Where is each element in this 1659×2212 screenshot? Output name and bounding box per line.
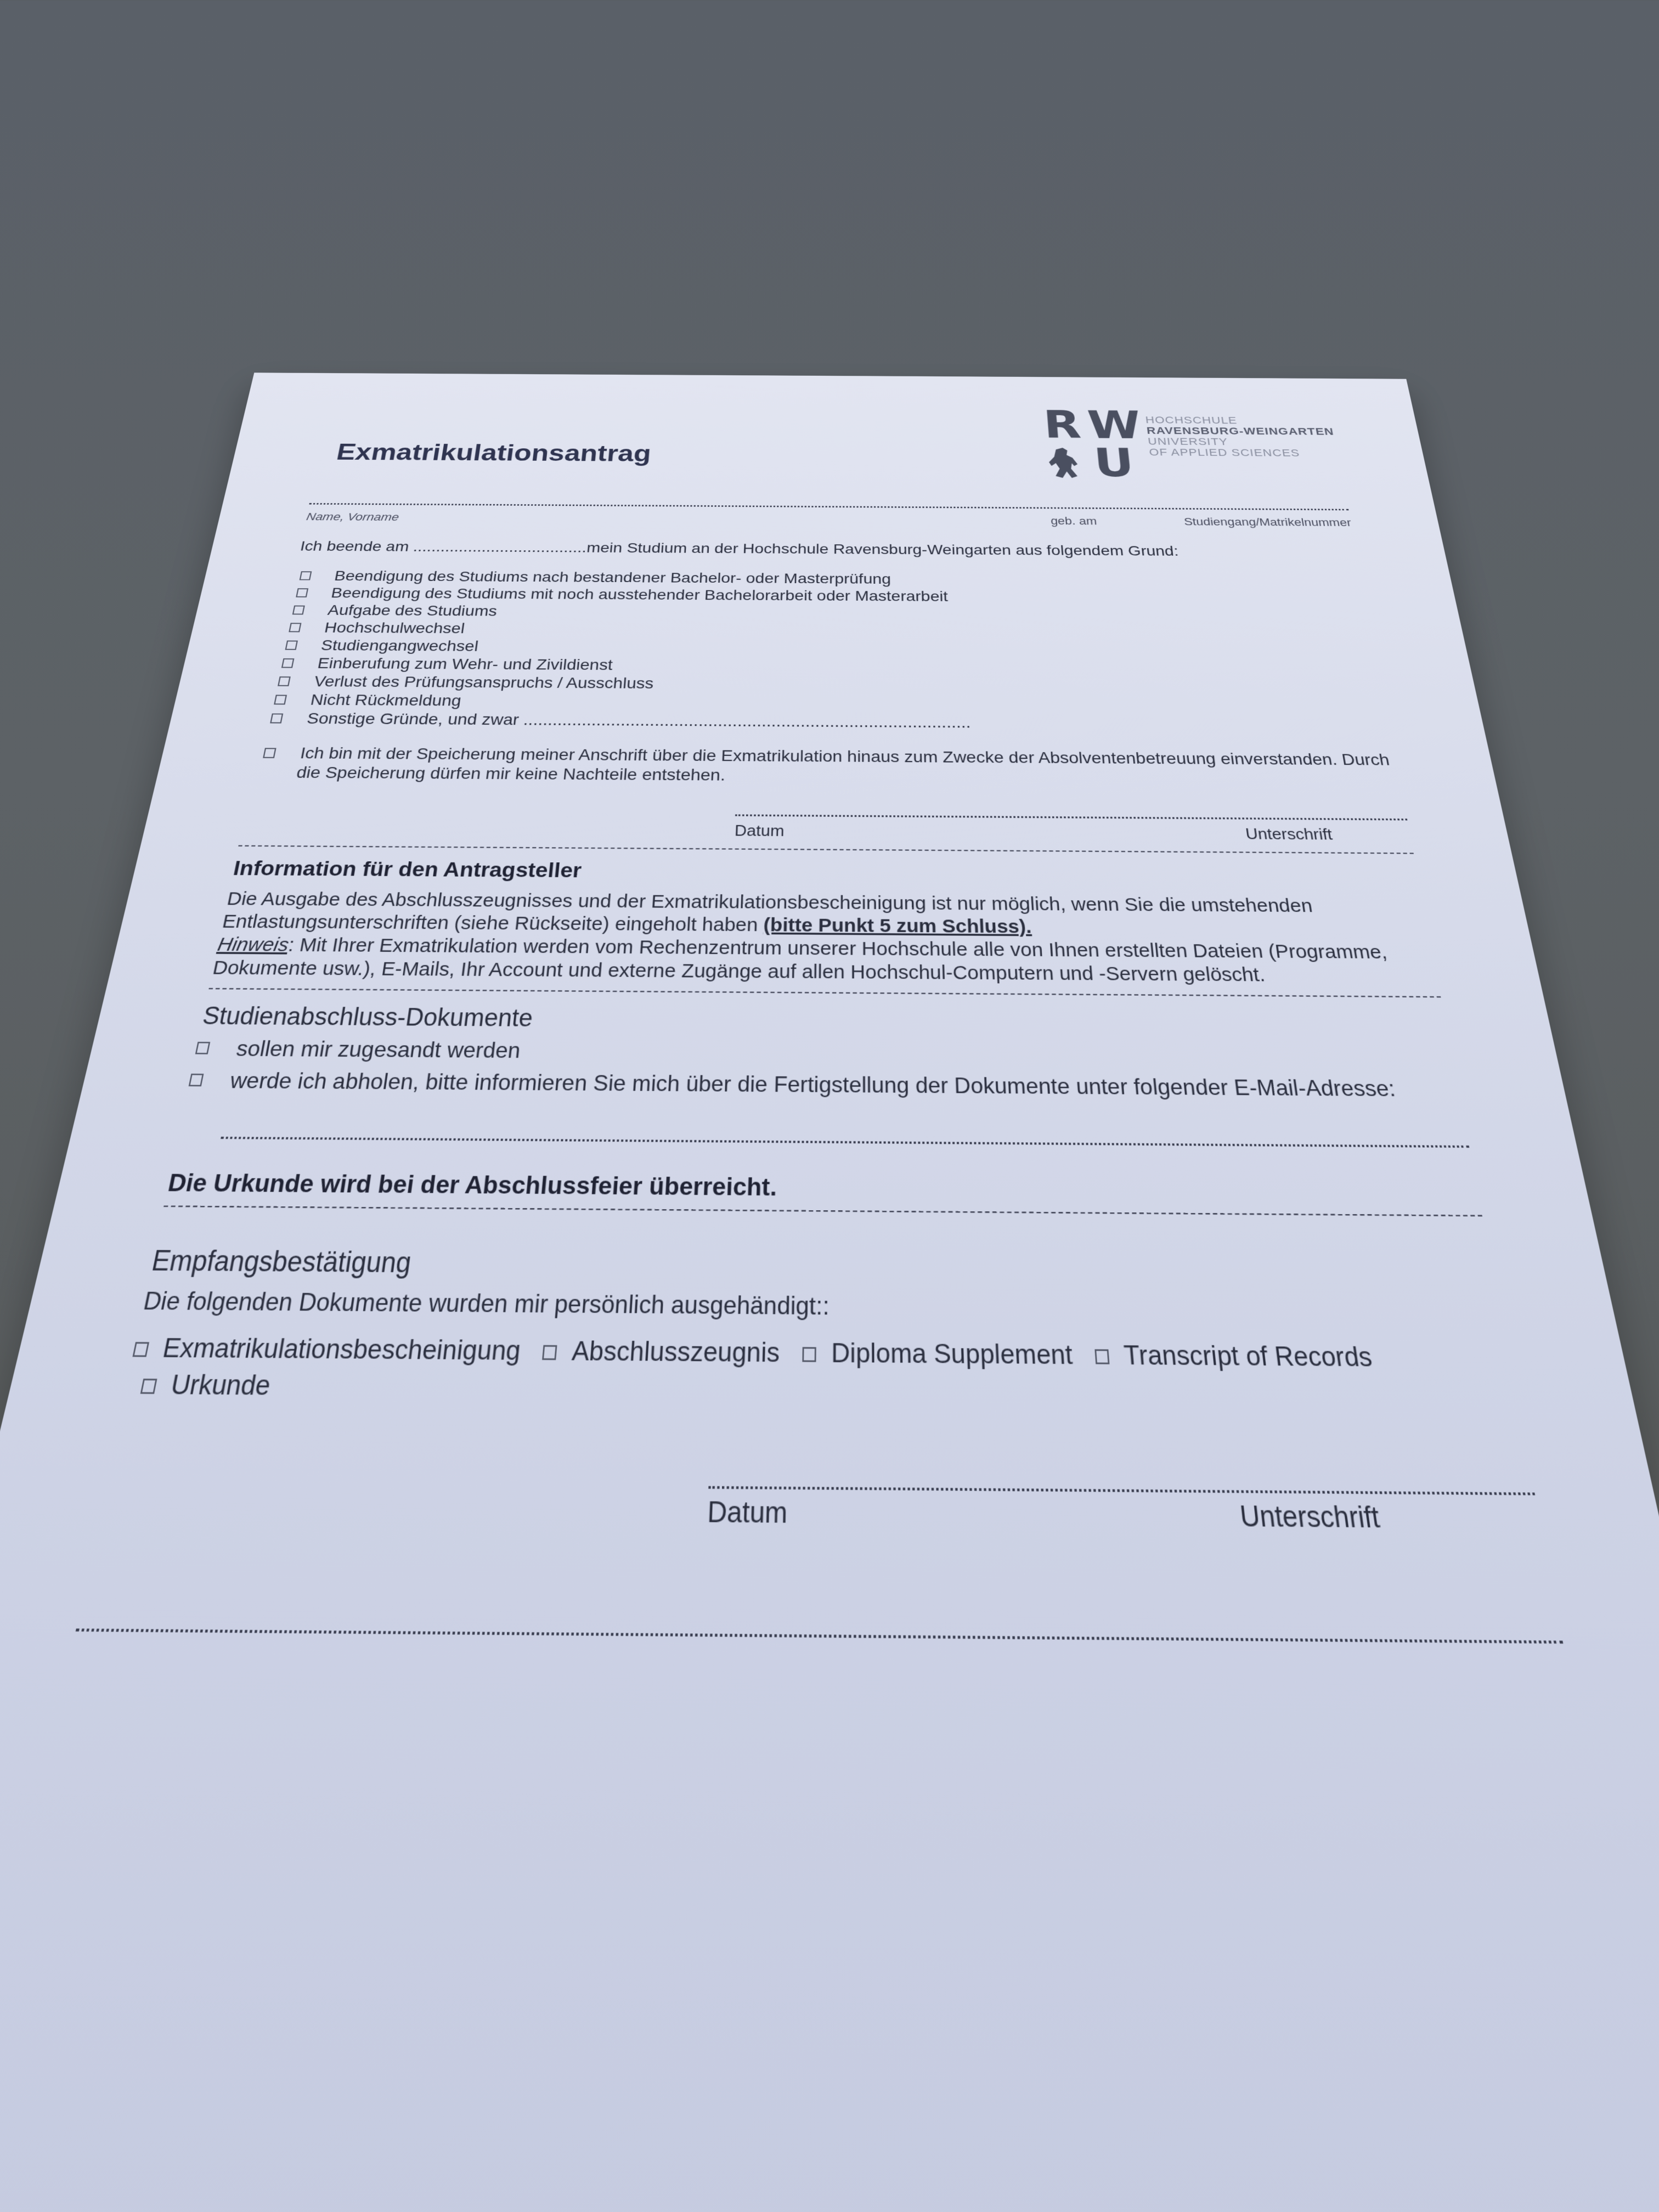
section-divider bbox=[163, 1205, 1482, 1216]
reason-checkbox[interactable] bbox=[281, 658, 295, 668]
date-label: Datum bbox=[707, 1495, 788, 1530]
receipt-checkbox[interactable] bbox=[542, 1345, 557, 1360]
reason-checkbox[interactable] bbox=[292, 606, 305, 615]
info-paragraph bbox=[211, 888, 1439, 989]
signature-block-2 bbox=[707, 1486, 1543, 1537]
section-divider bbox=[238, 845, 1414, 854]
header-labels bbox=[304, 507, 1353, 533]
receipt-item bbox=[1094, 1339, 1374, 1373]
receipt-item bbox=[802, 1337, 1074, 1370]
logo-line-3: UNIVERSITY bbox=[1147, 436, 1229, 448]
docs-option-label: werde ich abholen, bitte informieren Sie mich über die Fertigstellung der Dokumente unter folgender E-Mail-Adresse: bbox=[228, 1068, 1397, 1102]
program-label: Studiengang/Matrikelnummer bbox=[1183, 515, 1352, 529]
born-label: geb. am bbox=[1050, 515, 1098, 527]
university-logo bbox=[1039, 403, 1344, 487]
docs-option-checkbox[interactable] bbox=[189, 1074, 204, 1086]
info-heading: Information für den Antragsteller bbox=[231, 856, 583, 883]
receipt-checkbox[interactable] bbox=[132, 1342, 149, 1357]
signature-block-1 bbox=[734, 814, 1412, 847]
reason-checkbox[interactable] bbox=[278, 676, 291, 686]
logo-line-2: RAVENSBURG-WEINGARTEN bbox=[1146, 425, 1335, 437]
logo-line-4: OF APPLIED SCIENCES bbox=[1148, 446, 1301, 459]
receipt-label: Abschlusszeugnis bbox=[571, 1335, 780, 1369]
receipt-checkbox[interactable] bbox=[140, 1379, 157, 1394]
signature-labels-1 bbox=[734, 816, 1412, 847]
receipt-label: Diploma Supplement bbox=[831, 1337, 1074, 1371]
date-label: Datum bbox=[734, 821, 785, 840]
reason-checkbox[interactable] bbox=[270, 713, 283, 723]
lion-icon bbox=[1041, 444, 1090, 481]
receipt-label: Transcript of Records bbox=[1122, 1339, 1374, 1373]
reason-label: Studiengangwechsel bbox=[319, 637, 479, 654]
receipt-item bbox=[541, 1335, 780, 1369]
reason-label: Beendigung des Studiums mit noch ausstehender Bachelorarbeit oder Masterarbeit bbox=[330, 585, 949, 605]
reason-label: Sonstige Gründe, und zwar ............................................................................................ bbox=[305, 709, 971, 731]
logo-letter-u: U bbox=[1092, 440, 1137, 487]
receipt-item bbox=[139, 1369, 273, 1402]
intro-before: Ich beende am bbox=[298, 538, 415, 555]
receipt-list bbox=[123, 1330, 1520, 1414]
reason-checkbox[interactable] bbox=[289, 623, 301, 632]
name-label: Name, Vorname bbox=[305, 510, 400, 523]
logo-text bbox=[1145, 415, 1339, 459]
reason-checkbox[interactable] bbox=[296, 588, 308, 597]
form-sheet bbox=[0, 373, 1659, 2212]
logo-letter-r: R bbox=[1042, 403, 1083, 448]
logo-mark bbox=[1039, 403, 1144, 487]
reason-list bbox=[263, 567, 1391, 735]
reason-label: Aufgabe des Studiums bbox=[326, 602, 498, 619]
reason-checkbox[interactable] bbox=[300, 571, 312, 580]
receipt-intro: Die folgenden Dokumente wurden mir persönlich ausgehändigt:: bbox=[141, 1286, 830, 1321]
bottom-line bbox=[76, 1628, 1564, 1643]
signature-label: Unterschrift bbox=[1244, 825, 1334, 843]
receipt-checkbox[interactable] bbox=[802, 1347, 816, 1362]
signature-label: Unterschrift bbox=[1238, 1499, 1382, 1535]
docs-heading: Studienabschluss-Dokumente bbox=[200, 1002, 534, 1032]
docs-option-label: sollen mir zugesandt werden bbox=[234, 1036, 522, 1063]
end-date-field[interactable]: ...................................... bbox=[412, 539, 588, 555]
signature-labels-2 bbox=[707, 1489, 1543, 1537]
reason-checkbox[interactable] bbox=[285, 640, 298, 650]
consent-text: Ich bin mit der Speicherung meiner Anschrift über die Exmatrikulation hinaus zum Zwecke der Absolventenbetreuung einverstanden. Durch die Speicherung dürfen mir keine Nachteile entstehen. bbox=[295, 744, 1391, 784]
reason-label: Hochschulwechsel bbox=[323, 619, 466, 636]
receipt-label: Exmatrikulationsbescheinigung bbox=[160, 1332, 522, 1367]
logo-letter-w: W bbox=[1086, 403, 1144, 448]
intro-paragraph bbox=[299, 538, 1358, 560]
logo-line-1: HOCHSCHULE bbox=[1144, 414, 1238, 426]
form-title: Exmatrikulationsantrag bbox=[334, 439, 652, 467]
docs-option-checkbox[interactable] bbox=[195, 1042, 210, 1054]
receipt-label: Urkunde bbox=[168, 1369, 273, 1402]
docs-option bbox=[194, 1035, 1454, 1070]
hint-text: : Mit Ihrer Exmatrikulation werden vom Rechenzentrum unserer Hochschule alle von Ihnen erstellten Dateien (Programme, Dokumente usw.), E-Mails, Ihr Account und externe Zugänge auf allen Hochschul-Computern und -Servern gelöscht. bbox=[211, 934, 1389, 986]
section-divider bbox=[208, 988, 1441, 998]
hint-label: Hinweis bbox=[216, 934, 291, 956]
receipt-heading: Empfangsbestätigung bbox=[149, 1244, 414, 1279]
form-content bbox=[76, 503, 1564, 1644]
reason-label: Einberufung zum Wehr- und Zivildienst bbox=[316, 654, 613, 673]
info-bold: (bitte Punkt 5 zum Schluss). bbox=[763, 915, 1032, 938]
consent-item bbox=[252, 743, 1402, 789]
consent-checkbox[interactable] bbox=[263, 748, 276, 758]
reason-label: Verlust des Prüfungsanspruchs / Ausschluss bbox=[313, 673, 654, 692]
reason-checkbox[interactable] bbox=[274, 695, 287, 704]
receipt-item bbox=[131, 1332, 522, 1366]
reason-label: Beendigung des Studiums nach bestandener Bachelor- oder Masterprüfung bbox=[333, 568, 891, 587]
info-text: Die Ausgabe des Abschlusszeugnisses und der Exmatrikulationsbescheinigung ist nur möglich, wenn Sie die umstehenden Entlastungsunterschriften (siehe Rückseite) eingeholt haben bbox=[220, 888, 1314, 936]
intro-after: mein Studium an der Hochschule Ravensburg-Weingarten aus folgendem Grund: bbox=[586, 540, 1180, 559]
receipt-checkbox[interactable] bbox=[1094, 1349, 1109, 1364]
docs-option bbox=[187, 1066, 1461, 1102]
email-line[interactable] bbox=[221, 1137, 1469, 1148]
certificate-note: Die Urkunde wird bei der Abschlussfeier überreicht. bbox=[165, 1169, 777, 1202]
reason-label: Nicht Rückmeldung bbox=[309, 691, 462, 709]
